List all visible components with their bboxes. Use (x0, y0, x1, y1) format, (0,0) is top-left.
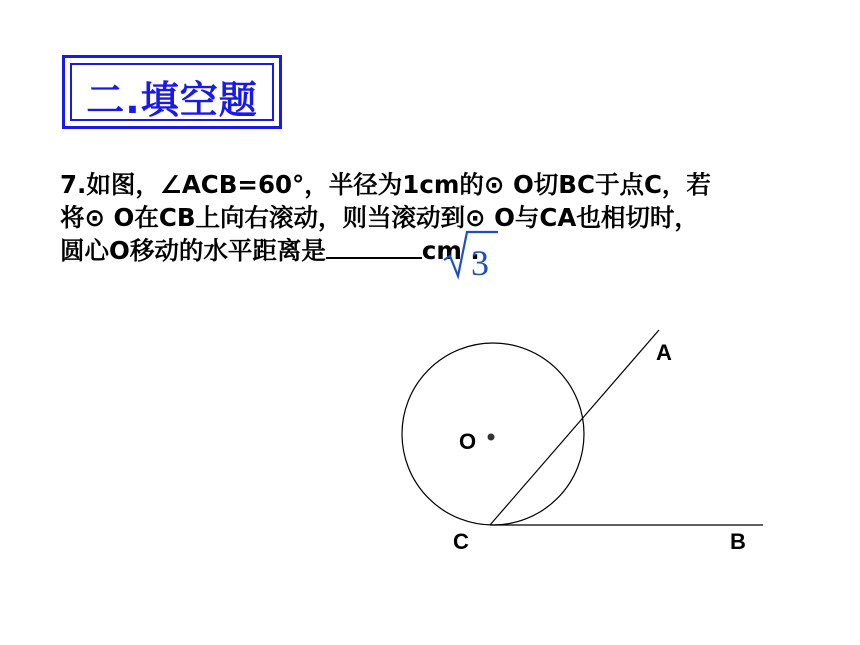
label-a: A (656, 340, 672, 365)
problem-line-1: 7.如图，∠ACB=60°，半径为1cm的⊙ O切BC于点C，若 (60, 170, 711, 199)
answer-radicand: 3 (471, 243, 489, 283)
ray-ca (490, 330, 659, 525)
problem-line-3-prefix: 圆心O移动的水平距离是 (60, 236, 326, 265)
center-point-o (488, 434, 495, 441)
problem-line-2: 将⊙ O在CB上向右滚动，则当滚动到⊙ O与CA也相切时， (60, 203, 699, 232)
label-b: B (730, 529, 746, 554)
section-title: 二.填空题 (86, 78, 258, 122)
label-o: O (459, 429, 477, 454)
problem-line-3-suffix: cm . (421, 236, 480, 265)
label-c: C (453, 529, 469, 554)
circle-o (402, 343, 584, 525)
